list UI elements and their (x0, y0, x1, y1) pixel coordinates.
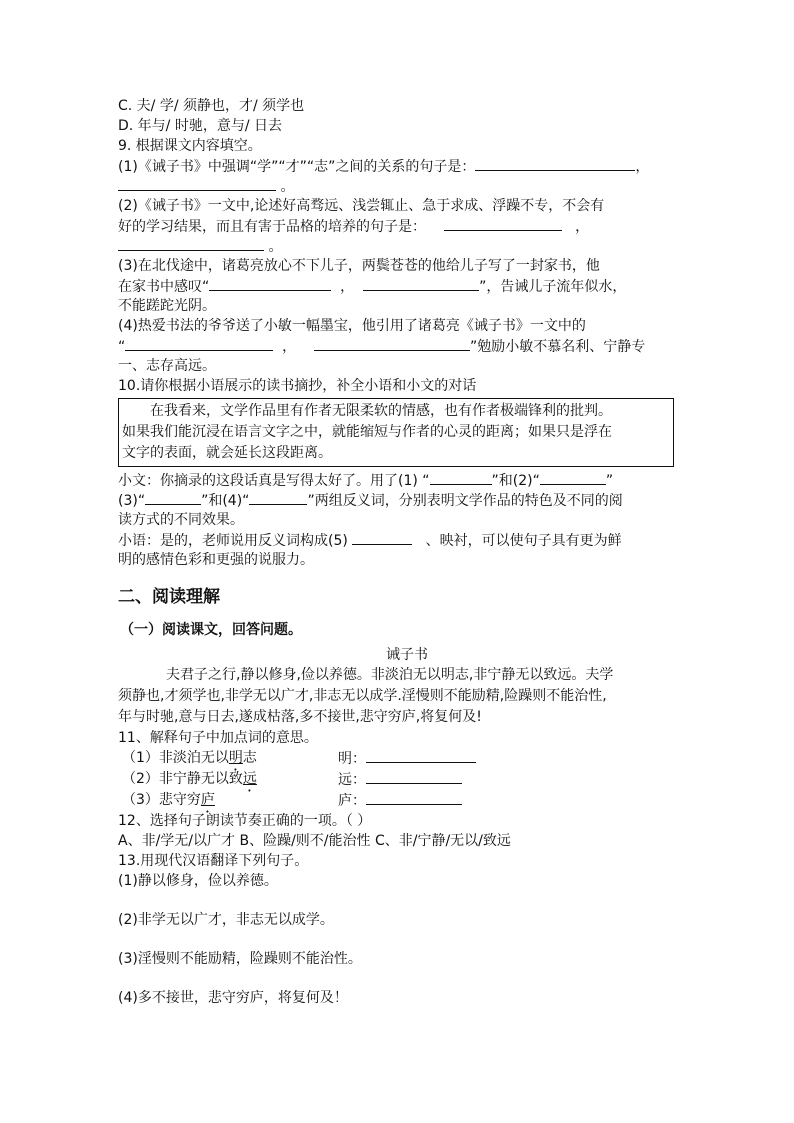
q9-sub1 (118, 156, 678, 176)
q9-sub2-comma: ， (575, 219, 590, 235)
answer-blank[interactable] (540, 470, 606, 485)
q11-row-3-label (122, 790, 215, 816)
xiaowen-text: 小文：你摘录的这段话真是写得太好了。用了(1) “ (118, 473, 430, 489)
q13-sub2: (2)非学无以广才，非志无以成学。 (118, 912, 334, 928)
q11-row-2-answer (338, 769, 462, 791)
q10-title: 10.请你根据小语展示的读书摘抄，补全小语和小文的对话 (118, 378, 477, 394)
q9-sub4: (4)热爱书法的爷爷送了小敏一幅墨宝，他引用了诸葛亮《诫子书》一文中的 (118, 318, 586, 334)
q9-sub1-comma: ， (635, 159, 650, 175)
q9-sub2-text: 好的学习结果，而且有害于品格的培养的句子是： (118, 219, 426, 235)
q11-row-1-post: 志 (242, 750, 257, 766)
xiaowen-text-f: ”两组反义词，分别表明文学作品的特色及不同的阅 (307, 493, 623, 509)
q9-sub2-cont (118, 216, 678, 236)
text-line-3: 年与时驰,意与日去,遂成枯落,多不接世,悲守穷庐,将复何及! (118, 709, 482, 725)
xiaoyu-line-1 (118, 530, 678, 550)
q11-row-2 (118, 769, 678, 790)
q13-sub1: (1)静以修身，俭以养德。 (118, 873, 278, 889)
section-heading: 二、阅读理解 (118, 587, 220, 607)
q11-title: 11、解释句子中加点词的意思。 (118, 730, 318, 746)
answer-label: 庐： (338, 793, 366, 809)
excerpt-line-1: 在我看来，文学作品里有作者无限柔软的情感，也有作者极端锋利的批判。 (150, 403, 612, 419)
xiaoyu-text-b: 、映衬，可以使句子具有更为鲜 (425, 533, 622, 549)
answer-blank[interactable] (118, 176, 276, 191)
answer-blank[interactable] (209, 276, 331, 291)
q11-row-3-pre: （3）悲守穷 (122, 792, 201, 808)
answer-blank[interactable] (249, 490, 307, 505)
xiaoyu-line-2: 明的感情色彩和更强的说服力。 (118, 552, 314, 568)
q9-sub2-cont2 (118, 236, 678, 256)
subsection-heading: （一）阅读课文，回答问题。 (120, 622, 302, 638)
dotted-word: 庐 (200, 792, 215, 808)
answer-blank[interactable] (352, 530, 412, 545)
xiaowen-text-c: ” (605, 473, 614, 489)
answer-blank[interactable] (444, 216, 562, 231)
answer-blank[interactable] (314, 336, 470, 351)
option-c: C. 夫/ 学/ 须静也，才/ 须学也 (118, 98, 305, 114)
q9-sub4-quote: “ (118, 339, 126, 355)
answer-blank[interactable] (145, 490, 201, 505)
text-line-1: 夫君子之行,静以修身,俭以养德。非淡泊无以明志,非宁静无以致远。夫学 (166, 667, 614, 683)
q13-sub3: (3)淫慢则不能励精，险躁则不能治性。 (118, 951, 362, 967)
q9-sub1-cont (118, 176, 678, 196)
q9-title: 9. 根据课文内容填空。 (118, 138, 262, 154)
xiaowen-line-3: 读方式的不同效果。 (118, 512, 244, 528)
q9-sub2-end: 。 (268, 239, 283, 255)
xiaowen-text-e: ”和(4)“ (201, 493, 250, 509)
q9-sub3-cont (118, 276, 678, 296)
q9-sub3: (3)在北伐途中，诸葛亮放心不下儿子，两鬓苍苍的他给儿子写了一封家书，他 (118, 258, 600, 274)
worksheet-page (118, 96, 678, 1008)
answer-blank[interactable] (475, 156, 635, 171)
q11-row-3-answer (338, 790, 462, 812)
dotted-word: 远 (242, 771, 257, 787)
xiaowen-line-2 (118, 490, 678, 510)
q9-sub3-end: 不能蹉跎光阴。 (118, 298, 216, 314)
q9-sub4-cont (118, 336, 678, 356)
answer-label: 明： (338, 751, 366, 767)
q9-sub4-text2: ”勉励小敏不慕名利、宁静专 (469, 339, 646, 355)
q9-sub2: (2)《诫子书》一文中,论述好高骛远、浅尝辄止、急于求成、浮躁不专，不会有 (118, 198, 605, 214)
text-title: 诫子书 (386, 647, 428, 663)
q11-row-1-pre: （1）非淡泊无以 (122, 750, 229, 766)
answer-blank[interactable] (430, 470, 492, 485)
answer-blank[interactable] (118, 236, 264, 251)
answer-label: 远： (338, 772, 366, 788)
answer-blank[interactable] (366, 748, 476, 763)
xiaowen-text-d: (3)“ (118, 493, 146, 509)
excerpt-box (118, 398, 674, 467)
answer-blank[interactable] (366, 769, 462, 784)
xiaowen-text-b: ”和(2)“ (491, 473, 540, 489)
q9-sub3-text2: ”，告诫儿子流年似水， (479, 279, 627, 295)
q9-sub1-end: 。 (280, 179, 295, 195)
q11-row-3 (118, 790, 678, 811)
q11-row-2-pre: （2）非宁静无以致 (122, 771, 243, 787)
q11-row-1 (118, 748, 678, 769)
dotted-word: 明 (228, 750, 243, 766)
q9-sub3-comma: ， (340, 279, 355, 295)
excerpt-line-3: 文字的表面，就会延长这段距离。 (122, 445, 332, 461)
q11-row-1-answer (338, 748, 476, 770)
answer-blank[interactable] (366, 790, 462, 805)
q9-sub4-comma: ， (282, 339, 297, 355)
q12-title: 12、选择句子朗读节奏正确的一项。（ ） (118, 813, 372, 829)
xiaoyu-text: 小语：是的，老师说用反义词构成(5) (118, 533, 348, 549)
text-line-2: 须静也,才须学也,非学无以广才,非志无以成学.淫慢则不能励精,险躁则不能治性, (118, 688, 607, 704)
answer-blank[interactable] (125, 336, 273, 351)
q13-title: 13.用现代汉语翻译下列句子。 (118, 853, 309, 869)
excerpt-line-2: 如果我们能沉浸在语言文字之中，就能缩短与作者的心灵的距离；如果只是浮在 (122, 424, 612, 440)
q9-sub4-end: 一、志存高远。 (118, 358, 216, 374)
q12-options: A、非/学无/以广才 B、险躁/则不/能治性 C、非/宁静/无以/致远 (118, 833, 511, 849)
xiaowen-line-1 (118, 470, 678, 490)
option-d: D. 年与/ 时驰，意与/ 日去 (118, 118, 283, 134)
q9-sub1-text: (1)《诫子书》中强调“学”“才”“志”之间的关系的句子是： (118, 159, 476, 175)
q13-sub4: (4)多不接世，悲守穷庐，将复何及！ (118, 990, 348, 1006)
classical-text (118, 665, 678, 728)
q9-sub3-text: 在家书中感叹“ (118, 279, 210, 295)
answer-blank[interactable] (363, 276, 479, 291)
